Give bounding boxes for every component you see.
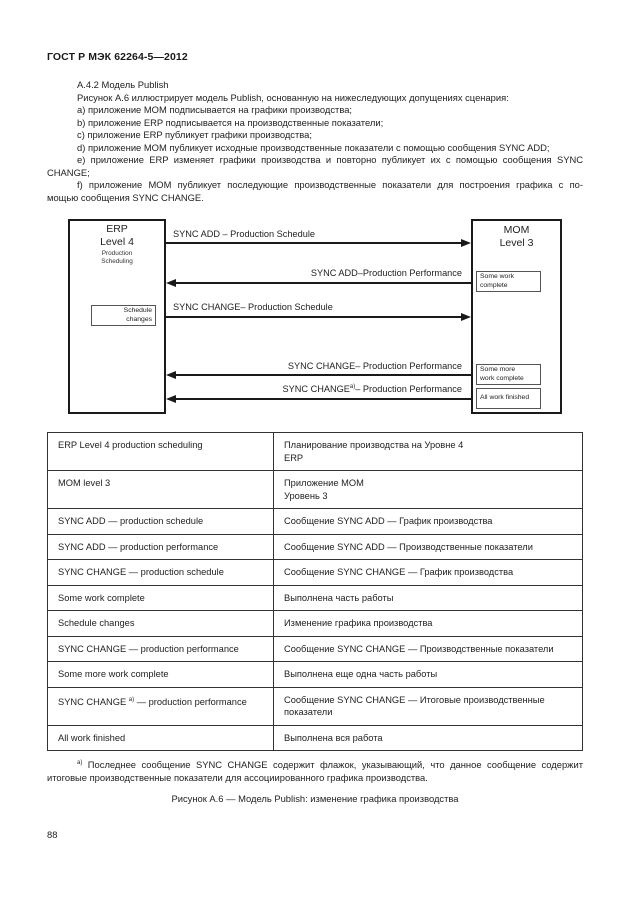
- message-sync-add-schedule: SYNC ADD – Production Schedule: [173, 229, 315, 239]
- erp-sub-1: Production: [101, 250, 133, 257]
- cell-line: ERP: [284, 452, 304, 463]
- list-item-d: d) приложение МОМ публикует исходные производственные показатели с помощью сообщения SYNC ADD;: [77, 141, 550, 153]
- list-item-a: а) приложение МОМ подписывается на графики производства;: [77, 104, 353, 115]
- cell-line: Планирование производства на Уровне 4: [284, 440, 464, 450]
- list-item-f-cont: мощью сообщения SYNC CHANGE.: [47, 191, 204, 203]
- cell-line: Сообщение SYNC CHANGE — Итоговые производственные: [284, 694, 545, 705]
- msg-part: – Production Performance: [355, 384, 462, 395]
- table-row: [48, 611, 583, 637]
- section-heading: А.4.2 Модель Publish: [77, 79, 169, 90]
- message-sync-change-schedule: SYNC CHANGE– Production Schedule: [173, 302, 333, 312]
- table-row: [48, 662, 583, 688]
- cell-part: SYNC CHANGE: [58, 696, 129, 707]
- table-row: [48, 560, 583, 586]
- table-row: [48, 471, 583, 509]
- table-cell-en: Some more work complete: [48, 662, 274, 688]
- cell-line: Уровень 3: [284, 490, 328, 501]
- footnote-marker: a): [128, 696, 135, 703]
- section-intro: Рисунок А.6 иллюстрирует модель Publish, основанную на нижеследующих допущениях сценария:: [77, 91, 509, 103]
- list-item-f: f) приложение МОМ публикует последующие производственные показатели для построения графика с по-: [77, 179, 583, 190]
- table-cell-ru: Изменение графика производства: [274, 611, 583, 637]
- table-row: [48, 534, 583, 560]
- message-sync-change-final-performance: [283, 384, 462, 394]
- table-cell-ru: Выполнена вся работа: [274, 725, 583, 751]
- list-item-e-cont: CHANGE;: [47, 166, 90, 178]
- erp-title: ERP: [106, 223, 128, 235]
- cell-part: — production performance: [134, 696, 247, 707]
- table-row: [48, 509, 583, 535]
- table-cell-ru: Выполнена еще одна часть работы: [274, 662, 583, 688]
- figure-footnote: [47, 757, 583, 784]
- table-cell-ru: Выполнена часть работы: [274, 585, 583, 611]
- section-text: [47, 79, 583, 204]
- table-row: [48, 433, 583, 471]
- table-cell-en: Some work complete: [48, 585, 274, 611]
- table-cell-ru: Сообщение SYNC ADD — График производства: [274, 509, 583, 535]
- document-header: ГОСТ Р МЭК 62264-5—2012: [47, 51, 188, 63]
- table-cell-ru: Сообщение SYNC CHANGE — График производства: [274, 560, 583, 586]
- table-cell-en: All work finished: [48, 725, 274, 751]
- footnote-line-1: [47, 757, 583, 771]
- note-line: Some more: [480, 366, 516, 373]
- footnote-marker: a): [349, 384, 356, 390]
- table-cell-en: Schedule changes: [48, 611, 274, 637]
- table-cell-en: SYNC ADD — production performance: [48, 534, 274, 560]
- table-cell-ru: [274, 687, 583, 725]
- cell-line: Приложение МОМ: [284, 478, 364, 488]
- list-item-e: е) приложение ERP изменяет графики производства и повторно публикует их с помощью сообщения SYNC: [77, 154, 583, 165]
- mom-level: Level 3: [499, 237, 534, 249]
- note-line: complete: [480, 281, 508, 289]
- sequence-diagram: [68, 219, 562, 414]
- glossary-table: [47, 432, 583, 751]
- footnote-line-2: итоговые производственные показатели для ассоциированного графика производства.: [47, 772, 428, 784]
- msg-part: SYNC CHANGE: [282, 384, 350, 395]
- note-line: All work finished: [480, 394, 530, 401]
- page-number: 88: [47, 829, 58, 840]
- table-row: [48, 636, 583, 662]
- list-item-c: с) приложение ERP публикует графики производства;: [77, 129, 312, 140]
- list-item-b: b) приложение ERP подписывается на производственные показатели;: [77, 116, 384, 128]
- table-cell-ru: [274, 433, 583, 471]
- table-cell-en: MOM level 3: [48, 471, 274, 509]
- table-cell-en: SYNC CHANGE — production schedule: [48, 560, 274, 586]
- mom-title: MOM: [503, 224, 530, 236]
- table-cell-en: [48, 687, 274, 725]
- table-row: [48, 585, 583, 611]
- note-line: Schedule: [123, 307, 152, 314]
- note-line: Some work: [480, 273, 514, 280]
- table-cell-ru: [274, 471, 583, 509]
- table-cell-en: SYNC CHANGE — production performance: [48, 636, 274, 662]
- table-cell-en: SYNC ADD — production schedule: [48, 509, 274, 535]
- note-line: changes: [126, 315, 152, 323]
- message-sync-add-performance: SYNC ADD–Production Performance: [310, 268, 462, 278]
- cell-line: показатели: [284, 707, 333, 717]
- table-row: [48, 725, 583, 751]
- footnote-text: Последнее сообщение SYNC CHANGE содержит флажок, указывающий, что данное сообщение содержит: [82, 759, 583, 771]
- table-cell-ru: Сообщение SYNC ADD — Производственные показатели: [274, 534, 583, 560]
- table-row: [48, 687, 583, 725]
- table-cell-en: ERP Level 4 production scheduling: [48, 433, 274, 471]
- erp-sub-2: Scheduling: [101, 258, 133, 265]
- table-cell-ru: Сообщение SYNC CHANGE — Производственные показатели: [274, 636, 583, 662]
- footnote-marker: a): [77, 760, 83, 766]
- erp-level: Level 4: [100, 236, 134, 248]
- note-line: work complete: [480, 374, 524, 382]
- message-sync-change-performance: SYNC CHANGE– Production Performance: [287, 361, 462, 371]
- figure-caption: Рисунок А.6 — Модель Publish: изменение графика производства: [171, 793, 459, 804]
